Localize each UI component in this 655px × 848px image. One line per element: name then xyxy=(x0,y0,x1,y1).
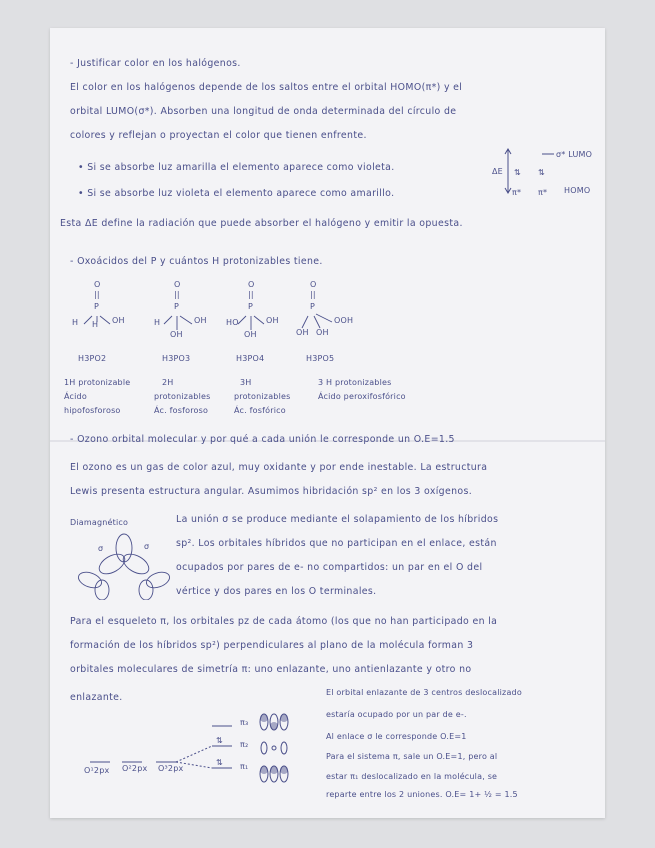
electron-pair-arrows: ⇅ xyxy=(216,736,223,745)
atom-h: H xyxy=(92,320,99,329)
atom-p: P xyxy=(174,302,180,311)
electron-pair-arrows: ⇅ xyxy=(538,168,545,177)
atom-oh: OH xyxy=(170,330,183,339)
text-line: La unión σ se produce mediante el solapamiento de los híbridos xyxy=(176,514,499,525)
pi-star-label: π* xyxy=(512,188,522,197)
proton-count: 1H protonizable xyxy=(64,378,131,387)
double-bond: || xyxy=(248,290,254,299)
atom-oh: OH xyxy=(316,328,329,337)
sigma-label: σ xyxy=(98,544,104,553)
atom-h: H xyxy=(154,318,161,327)
atom-o: O xyxy=(310,280,317,289)
double-bond: || xyxy=(310,290,316,299)
atom-p: P xyxy=(94,302,100,311)
atom-p: P xyxy=(248,302,254,311)
atom-p: P xyxy=(310,302,316,311)
atom-oh: OH xyxy=(266,316,279,325)
electron-pair-arrows: ⇅ xyxy=(216,758,223,767)
notebook-page xyxy=(50,28,605,818)
acid-name: Ácido peroxifosfórico xyxy=(318,392,406,401)
pi-star-label: π* xyxy=(538,188,548,197)
heading-halogen-color: - Justificar color en los halógenos. xyxy=(70,58,241,69)
pi3-label: π₃ xyxy=(240,718,249,727)
atom-o: O xyxy=(248,280,255,289)
proton-count: 3 H protonizables xyxy=(318,378,392,387)
mo-energy-diagram xyxy=(76,712,326,808)
atom-ho: HO xyxy=(226,318,239,327)
atom-oh: OH xyxy=(112,316,125,325)
text-line: reparte entre los 2 uniones. O.E= 1+ ½ = 1.5 xyxy=(326,790,518,799)
text-line: Esta ΔE define la radiación que puede absorber el halógeno y emitir la opuesta. xyxy=(60,218,463,229)
acid-name: Ác. fosfórico xyxy=(234,406,286,415)
formula: H3PO4 xyxy=(236,354,265,363)
diamagnetic-label: Diamagnético xyxy=(70,518,129,527)
heading-oxoacids: - Oxoácidos del P y cuántos H protonizables tiene. xyxy=(70,256,323,267)
atom-ooh: OOH xyxy=(334,316,354,325)
text-line: Para el sistema π, sale un O.E=1, pero al xyxy=(326,752,498,761)
acid-name: protonizables xyxy=(154,392,211,401)
proton-count: 3H xyxy=(240,378,252,387)
atom-h: H xyxy=(72,318,79,327)
formula: H3PO5 xyxy=(306,354,335,363)
text-line: orbital LUMO(σ*). Absorben una longitud de onda determinada del círculo de xyxy=(70,106,457,117)
homo-label: HOMO xyxy=(564,186,591,195)
molecule-bonds xyxy=(50,280,390,350)
text-line: El color en los halógenos depende de los saltos entre el orbital HOMO(π*) y el xyxy=(70,82,463,93)
formula: H3PO2 xyxy=(78,354,107,363)
delta-e-label: ΔE xyxy=(492,167,503,176)
pi2-label: π₂ xyxy=(240,740,249,749)
text-line: Al enlace σ le corresponde O.E=1 xyxy=(326,732,467,741)
lumo-label: σ* LUMO xyxy=(556,150,593,159)
atom-oh: OH xyxy=(244,330,257,339)
text-line: El ozono es un gas de color azul, muy oxidante y por ende inestable. La estructura xyxy=(70,462,488,473)
atom-o: O xyxy=(174,280,181,289)
text-line: Para el esqueleto π, los orbitales pz de cada átomo (los que no han participado en la xyxy=(70,616,498,627)
electron-pair-arrows: ⇅ xyxy=(514,168,521,177)
text-line: estar π₁ deslocalizado en la molécula, se xyxy=(326,772,498,781)
acid-name: Ác. fosforoso xyxy=(154,406,209,415)
oxygen-level-label: O¹2px xyxy=(84,766,110,775)
sigma-label: σ xyxy=(144,542,150,551)
text-line: sp². Los orbitales híbridos que no participan en el enlace, están xyxy=(176,538,497,549)
text-line: colores y reflejan o proyectan el color que tienen enfrente. xyxy=(70,130,367,141)
text-line: Lewis presenta estructura angular. Asumimos hibridación sp² en los 3 oxígenos. xyxy=(70,486,473,497)
acid-name: protonizables xyxy=(234,392,291,401)
atom-oh: OH xyxy=(296,328,309,337)
text-line: orbitales moleculares de simetría π: uno enlazante, uno antienlazante y otro no xyxy=(70,664,472,675)
pi1-label: π₁ xyxy=(240,762,249,771)
atom-oh: OH xyxy=(194,316,207,325)
ozone-orbital-sketch xyxy=(72,530,176,600)
formula: H3PO3 xyxy=(162,354,191,363)
double-bond: || xyxy=(174,290,180,299)
bullet-item: • Si se absorbe luz amarilla el elemento aparece como violeta. xyxy=(78,162,395,173)
text-line: formación de los híbridos sp²) perpendiculares al plano de la molécula forman 3 xyxy=(70,640,474,651)
text-line: enlazante. xyxy=(70,692,123,703)
heading-ozone: - Ozono orbital molecular y por qué a cada unión le corresponde un O.E=1.5 xyxy=(70,434,455,445)
text-line: vértice y dos pares en los O terminales. xyxy=(176,586,377,597)
acid-name: hipofosforoso xyxy=(64,406,121,415)
proton-count: 2H xyxy=(162,378,174,387)
text-line: El orbital enlazante de 3 centros deslocalizado xyxy=(326,688,522,697)
atom-o: O xyxy=(94,280,101,289)
acid-name: Ácido xyxy=(64,392,87,401)
text-line: ocupados por pares de e- no compartidos: un par en el O del xyxy=(176,562,483,573)
double-bond: || xyxy=(94,290,100,299)
oxygen-level-label: O³2px xyxy=(158,764,184,773)
bullet-item: • Si se absorbe luz violeta el elemento aparece como amarillo. xyxy=(78,188,395,199)
oxygen-level-label: O²2px xyxy=(122,764,148,773)
text-line: estaría ocupado por un par de e-. xyxy=(326,710,467,719)
